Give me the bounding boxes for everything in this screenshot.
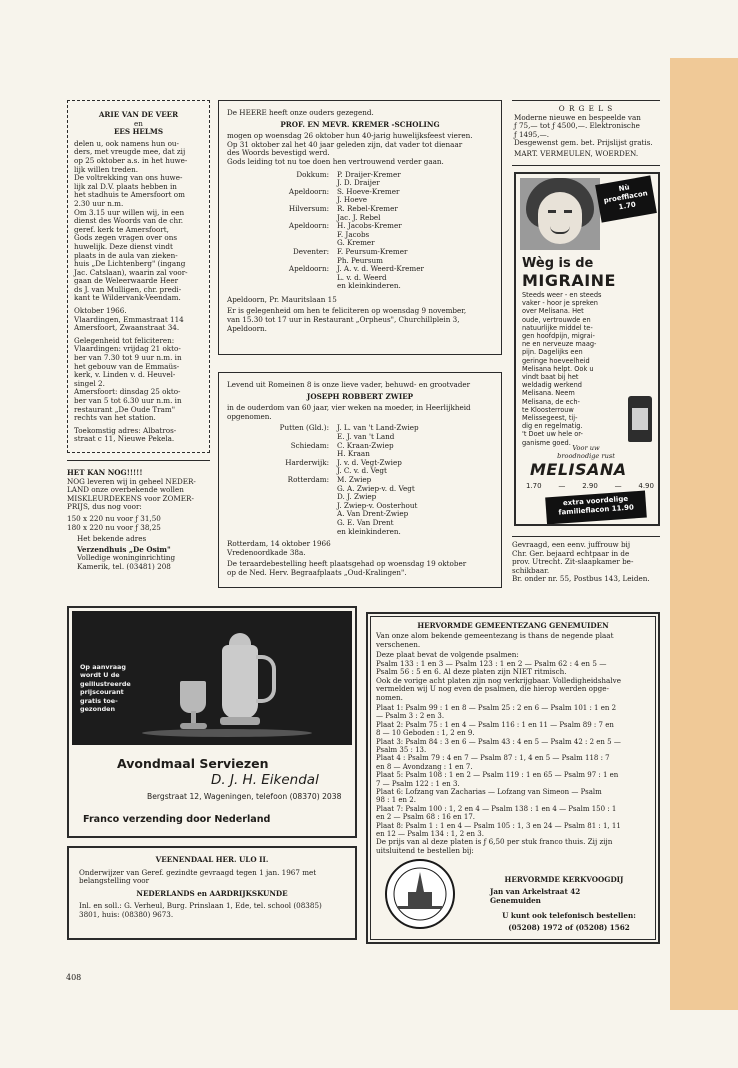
- kan-nog-ad: [67, 460, 210, 588]
- family-pack-badge: extra voordelige familieflacon 11.90: [545, 491, 647, 525]
- kan-nog-body: NOG leveren wij in geheel NEDER- LAND onze overbekende wollen MISKLEURDEKENS voor ZOMER- PRIJS, dus nog voor:: [67, 476, 196, 512]
- product-photo: [72, 611, 352, 745]
- kremer-intro: De HEERE heeft onze ouders gezegend.: [227, 108, 374, 117]
- price-medium: 2.90: [582, 482, 598, 490]
- proefflacon-badge: Nù proefflacon 1.70: [595, 175, 657, 222]
- kan-nog-price-2: 180 x 220 nu voor ƒ 38,25: [67, 522, 161, 532]
- page-number: 408: [66, 973, 82, 982]
- ulo-body: Onderwijzer van Geref. gezindte gevraagd tegen 1 jan. 1967 met belangstelling voor: [79, 867, 317, 886]
- orgels-body: Moderne nieuwe en bespeelde van ƒ 75,— tot ƒ 4500,—. Elektronische ƒ 1495,—. Desgewenst gem. bet. Prijslijst gratis.: [514, 112, 653, 148]
- orgels-contact: MART. VERMEULEN, WOERDEN.: [514, 148, 639, 158]
- genemuiden-phones: (05208) 1972 of (05208) 1562: [508, 923, 630, 932]
- genemuiden-contents: Deze plaat bevat de volgende psalmen: Psalm 133 : 1 en 3 — Psalm 123 : 1 en 2 — Psalm 62 : 4 en 5 — Psalm 56 : 5 en 6. Al deze platen zijn NIET ritmisch. Ook de vorige acht platen zijn nog verkrijgbaar. Volledigheidshalve vermelden wij U nog even de psalmen, die hierop werden opge- nomen.: [376, 650, 621, 702]
- genemuiden-address: Jan van Arkelstraat 42 Genemuiden: [490, 887, 581, 905]
- woman-eye: [564, 210, 572, 213]
- family-row: Hilversum: R. Rebel-Kremer Jac. J. Rebel: [288, 203, 398, 222]
- family-row: Schiedam: C. Kraan-Zwiep H. Kraan: [290, 440, 394, 459]
- kremer-address: Apeldoorn, Pr. Mauritslaan 15: [227, 294, 337, 304]
- kan-nog-title: HET KAN NOG!!!!!: [67, 468, 143, 477]
- genemuiden-price: De prijs van al deze platen is ƒ 6,50 per stuk franco thuis. Zij zijn uitsluitend te bestellen bij:: [376, 837, 613, 855]
- seal-graphic: [384, 858, 456, 930]
- page-edge-tab: [670, 58, 738, 1010]
- family-row: Deventer: F. Peursum-Kremer Ph. Peursum: [293, 246, 408, 265]
- melisana-headline-2: MIGRAINE: [522, 271, 616, 290]
- marriage-body: delen u, ook namens hun ou- ders, met vreugde mee, dat zij op 25 oktober a.s. in het huwe- lijk willen treden. De voltrekking van ons huwe- lijk zal D.V. plaats hebben in het stadhuis te Amersfoort om 2.30 uur n.m. Om 3.15 uur willen wij, in een dienst des Woords van de chr. geref. kerk te Amersfoort, Gods zegen vragen over ons huwelijk. Deze dienst vindt plaats in de aula van zieken- huis „De Lichtenberg" (ingang Jac. Catslaan), waarin zal voor- gaan de Weleerwaarde Heer ds J. van Mulligen, chr. predi- kant te Wildervank-Veendam.: [74, 138, 188, 303]
- kremer-reception: Er is gelegenheid om hen te feliciteren op woensdag 9 november, van 15.30 tot 17 uur in Restaurant „Orpheus", Churchillplein 3, Apeldoorn.: [227, 306, 467, 333]
- family-row: Rotterdam: M. Zwiep G. A. Zwiep-v. d. Vegt D. J. Zwiep J. Zwiep-v. Oosterhout A. Van Drent-Zwiep G. E. Van Drent en kleinkinderen.: [287, 474, 418, 536]
- avondmaal-title: Avondmaal Serviezen: [117, 756, 269, 771]
- woman-eye: [548, 210, 556, 213]
- chalice-cup: [180, 681, 206, 713]
- orgels-ad: [512, 100, 660, 166]
- bride-name: EES HELMS: [113, 127, 164, 137]
- photo-sidebar-text: Op aanvraag wordt U de geïllustreerde prijscourant gratis toe- gezonden: [80, 663, 131, 714]
- zwiep-intro: Levend uit Romeinen 8 is onze lieve vader, behuwd- en grootvader: [227, 380, 471, 389]
- kremer-body: mogen op woensdag 26 oktober hun 40-jarig huwelijksfeest vieren. Op 31 oktober zal het 40 jaar geleden zijn, dat vader tot dienaar des Woords bevestigd werd. Gods leiding tot nu toe doen hen vertrouwend verder gaan.: [227, 131, 473, 166]
- family-row: Apeldoorn: H. Jacobs-Kremer F. Jacobs G. Kremer: [288, 221, 402, 248]
- price-large: 4.90: [638, 482, 654, 490]
- orgels-title: O R G E L S: [558, 104, 614, 113]
- kan-nog-shop-desc: Volledige woninginrichting Kamerik, tel. (03481) 208: [77, 553, 176, 571]
- woman-photo: [520, 178, 600, 250]
- jug-handle: [256, 655, 276, 703]
- melisana-brand: MELISANA: [530, 460, 627, 479]
- bottle-label: [632, 408, 648, 430]
- jug-body: [222, 645, 258, 719]
- melisana-slogan: Voor uw broodnodige rust: [557, 444, 615, 460]
- kremer-jubilee-announcement: [218, 100, 502, 355]
- zwiep-obituary: [218, 372, 502, 588]
- genemuiden-intro: Van onze alom bekende gemeentezang is thans de negende plaat verschenen.: [376, 631, 614, 649]
- marriage-future-address: Toekomstig adres: Albatros- straat c 11, Nieuwe Pekela.: [74, 425, 177, 444]
- avondmaal-firm: D. J. H. Eikendal: [211, 772, 319, 788]
- family-row: Harderwijk: J. v. d. Vegt-Zwiep J. C. v. d. Vegt: [285, 457, 402, 476]
- price-separator: —: [614, 482, 622, 490]
- genemuiden-title: HERVORMDE GEMEENTEZANG GENEMUIDEN: [417, 621, 609, 630]
- chalice-base: [180, 723, 207, 729]
- zwiep-family-list: [227, 424, 493, 536]
- family-row: Putten (Gld.): J. L. van 't Land-Zwiep E. J. van 't Land: [279, 423, 419, 441]
- marriage-announcement: [67, 100, 210, 453]
- genemuiden-org: HERVORMDE KERKVOOGDIJ: [504, 875, 624, 884]
- melisana-prices: [526, 482, 654, 490]
- price-separator: —: [558, 482, 566, 490]
- ulo-vacancy-ad: [67, 846, 357, 940]
- price-small: 1.70: [526, 482, 542, 490]
- zwiep-name: JOSEPH ROBBERT ZWIEP: [306, 391, 414, 401]
- marriage-felicitation: Gelegenheid tot feliciteren: Vlaardingen: vrijdag 21 okto- ber van 7.30 tot 9 uur n.m. in het gebouw van de Emmaüs- kerk, v. Linden v. d. Heuvel- singel 2. Amersfoort: dinsdag 25 okto- ber van 5 tot 6.30 uur n.m. in restaurant „De Oude Tram" rechts van het station.: [74, 335, 182, 423]
- genemuiden-phone-note: U kunt ook telefonisch bestellen:: [502, 911, 636, 920]
- ulo-subjects: NEDERLANDS en AARDRIJKSKUNDE: [136, 888, 288, 898]
- kan-nog-shop: Verzendhuis „De Osim": [77, 544, 171, 554]
- avondmaal-address: Bergstraat 12, Wageningen, telefoon (08370) 2038: [147, 792, 342, 801]
- kan-nog-price-1: 150 x 220 nu voor ƒ 31,50: [67, 513, 161, 523]
- melisana-body: Steeds weer - en steeds vaker - hoor je spreken over Melisana. Het oude, vertrouwde en natuurlijke middel te- gen hoofdpijn, migrai- ne en nerveuze maag- pijn. Dagelijks een geringe hoeveelheid Melisana helpt. Ook u vindt baat bij het weldadig werkend Melisana. Neem Melisana, de ech- te Kloosterrouw Melissegeest, tij- dig en regelmatig. 't Doet uw hele or- ganisme goed.: [522, 291, 602, 447]
- wanted-ad: [512, 536, 660, 588]
- zwiep-place-date: Rotterdam, 14 oktober 1966 Vredenoordkade 38a.: [227, 539, 331, 557]
- wanted-body: Gevraagd, een eenv. juffrouw bij Chr. Ger. bejaard echtpaar in de prov. Utrecht. Zit-slaapkamer be- schikbaar. Br. onder nr. 55, Postbus 143, Leiden.: [512, 540, 650, 584]
- groom-name: ARIE VAN DE VEER: [98, 110, 179, 119]
- genemuiden-record-ad: [366, 612, 660, 944]
- zwiep-body: in de ouderdom van 60 jaar, vier weken na moeder, in Heerlijkheid opgenomen.: [227, 403, 471, 421]
- kan-nog-known: Het bekende adres: [77, 534, 147, 544]
- heading-en: en: [134, 118, 143, 128]
- genemuiden-plates: Plaat 1: Psalm 99 : 1 en 8 — Psalm 25 : 2 en 6 — Psalm 101 : 1 en 2 — Psalm 3 : 2 en 3. Plaat 2: Psalm 75 : 1 en 4 — Psalm 116 : 1 en 11 — Psalm 89 : 7 en 8 — 10 Geboden : 1, 2 en 9. Plaat 3: Psalm 84 : 3 en 6 — Psalm 43 : 4 en 5 — Psalm 42 : 2 en 5 — Psalm 35 : 13. Plaat 4 : Psalm 79 : 4 en 7 — Psalm 87 : 1, 4 en 5 — Psalm 118 : 7 en 8 — Avondzang : 1 en 7. Plaat 5: Psalm 108 : 1 en 2 — Psalm 119 : 1 en 65 — Psalm 97 : 1 en 7 — Psalm 122 : 1 en 3. Plaat 6: Lofzang van Zacharias — Lofzang van Simeon — Psalm 98 : 1 en 2. Plaat 7: Psalm 100 : 1, 2 en 4 — Psalm 138 : 1 en 4 — Psalm 150 : 1 en 2 — Psalm 68 : 16 en 17. Plaat 8: Psalm 1 : 1 en 4 — Psalm 105 : 1, 3 en 24 — Psalm 81 : 1, 11 en 12 — Psalm 134 : 1, 2 en 3.: [376, 704, 621, 839]
- avondmaal-ad: [67, 606, 357, 838]
- jug-base: [220, 717, 260, 725]
- marriage-addresses: Vlaardingen, Emmastraat 114 Amersfoort, Zwaanstraat 34.: [74, 314, 184, 333]
- ulo-contact: Inl. en soll.: G. Verheul, Burg. Prinslaan 1, Ede, tel. school (08385) 3801, huis: (08380) 9673.: [79, 901, 322, 919]
- kremer-title: PROF. EN MEVR. KREMER -SCHOLING: [280, 119, 440, 129]
- woman-face: [538, 192, 582, 244]
- zwiep-funeral: De teraardebestelling heeft plaatsgehad op woensdag 19 oktober op de Ned. Herv. Begraafplaats „Oud-Kralingen".: [227, 559, 467, 577]
- marriage-date: Oktober 1966.: [74, 306, 127, 316]
- kremer-family-list: [227, 171, 493, 291]
- avondmaal-shipping: Franco verzending door Nederland: [83, 814, 271, 825]
- ulo-title: VEENENDAAL HER. ULO II.: [155, 855, 269, 864]
- bottle-image: [628, 396, 652, 442]
- family-row: Apeldoorn: S. Hoeve-Kremer J. Hoeve: [288, 186, 400, 205]
- tray-plate: [142, 729, 312, 737]
- melisana-ad: [514, 172, 660, 526]
- church-seal: [384, 858, 456, 930]
- family-row: Dokkum: P. Draijer-Kremer J. D. Draijer: [296, 169, 401, 188]
- family-row: Apeldoorn: J. A. v. d. Weerd-Kremer L. v. d. Weerd en kleinkinderen.: [288, 264, 424, 291]
- melisana-headline-1: Wèg is de: [522, 256, 594, 271]
